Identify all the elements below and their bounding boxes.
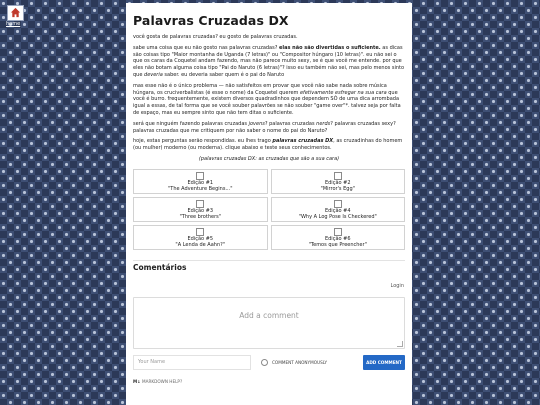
edition-name: "Temos que Preencher"	[308, 241, 367, 248]
login-link[interactable]: Login	[390, 282, 404, 289]
intro-paragraph: você gosta de palavras cruzadas? eu gosto de palavras cruzadas.	[133, 34, 298, 40]
edition-number: Edição #3	[187, 207, 214, 214]
image-icon	[334, 172, 342, 180]
home-icon-box[interactable]	[7, 5, 24, 21]
image-icon	[334, 228, 342, 236]
paragraph-4: será que ninguém fazendo palavras cruzadas jovens? palavras cruzadas nerds? palavras cruzadas sexy? palavras cruzadas que me critiquem por não saber o nome do pai do Naruto?	[133, 120, 396, 134]
edition-card-4[interactable]	[271, 197, 406, 222]
edition-card-5[interactable]	[133, 225, 268, 250]
markdown-help-label: MARKDOWN HELP?	[142, 378, 183, 384]
add-comment-button[interactable]: ADD COMMENT	[363, 355, 405, 370]
name-input[interactable]: Your Name	[133, 355, 251, 370]
edition-number: Edição #5	[187, 235, 214, 242]
home-icon	[10, 7, 21, 18]
comments-title: Comentários	[133, 262, 187, 272]
divider	[133, 260, 405, 261]
paragraph-3: mas esse não é o único problema — não satisfeitos em provar que você não sabe nada sobre música húngara, os cruciverbalistas (é esse o nome) da Coquetel querem efetivamente esfregar na sua cara que você é burro. frequentemente, existem diversos quadradinhos que dependem SÓ de uma dica arrombada igual a essas, de tal forma que se você souber palavrões se não souber "game over"*. talvez seja por falta de espaço, mas eu sempre sinto que não tem ditas o suficiente.	[133, 82, 401, 116]
image-icon	[334, 200, 342, 208]
markdown-help[interactable]	[133, 379, 405, 384]
edition-number: Edição #2	[324, 179, 351, 186]
tagline: (palavras cruzadas DX: as cruzadas que são a sua cara)	[198, 155, 340, 162]
anonymous-label: COMMENT ANONYMOUSLY	[272, 359, 328, 365]
edition-number: Edição #4	[324, 207, 351, 214]
edition-name: "The Adventure Begins..."	[167, 185, 233, 192]
edition-name: "Three brothers"	[179, 213, 222, 220]
comment-form-footer	[133, 354, 405, 371]
edition-name: "Mirror's Egg"	[320, 185, 355, 192]
edition-card-6[interactable]	[271, 225, 406, 250]
edition-name: "A Lenda de Aahn?"	[175, 241, 226, 248]
home-link[interactable]: home	[6, 21, 21, 27]
edition-card-3[interactable]	[133, 197, 268, 222]
edition-number: Edição #6	[324, 235, 351, 242]
comment-textarea[interactable]	[133, 297, 405, 349]
edition-number: Edição #1	[187, 179, 214, 186]
radio-icon	[261, 359, 268, 366]
comment-placeholder: Add a comment	[239, 310, 299, 320]
resize-handle-icon[interactable]	[397, 341, 403, 347]
anonymous-toggle[interactable]	[261, 359, 327, 366]
edition-card-1[interactable]	[133, 169, 268, 194]
paragraph-5: hoje, estas perguntas serão respondidas. eu lhes trago palavras cruzadas DX, as cruzadinhas do homem (ou mulher) moderno (ou moderna). clique abaixo e teste seus conhecimentos.	[133, 138, 403, 152]
image-icon	[196, 228, 204, 236]
content-page	[126, 3, 412, 405]
editions-grid	[133, 169, 405, 250]
image-icon	[196, 172, 204, 180]
edition-name: "Why A Log Pose Is Checkered"	[298, 213, 377, 220]
paragraph-2: sabe uma coisa que eu não gosto nas palavras cruzadas? elas não são divertidas o suficiente. as dicas são coisas tipo "Maior montanha de Uganda (7 letras)" ou "Compositor húngaro (10 letras)". eu não sei o que os caras da Coquetel andam fazendo, mas não parece muito sexy, se é que você me entende. por que eles não botam alguma coisa tipo "Pai do Naruto (6 letras)"? isso eu também não sei, mas pelo menos sinto que deveria saber. eu deveria saber quem é o pai do Naruto	[133, 44, 405, 78]
image-icon	[196, 200, 204, 208]
markdown-icon: M↓	[133, 378, 141, 384]
edition-card-2[interactable]	[271, 169, 406, 194]
page-title: Palavras Cruzadas DX	[133, 13, 289, 28]
